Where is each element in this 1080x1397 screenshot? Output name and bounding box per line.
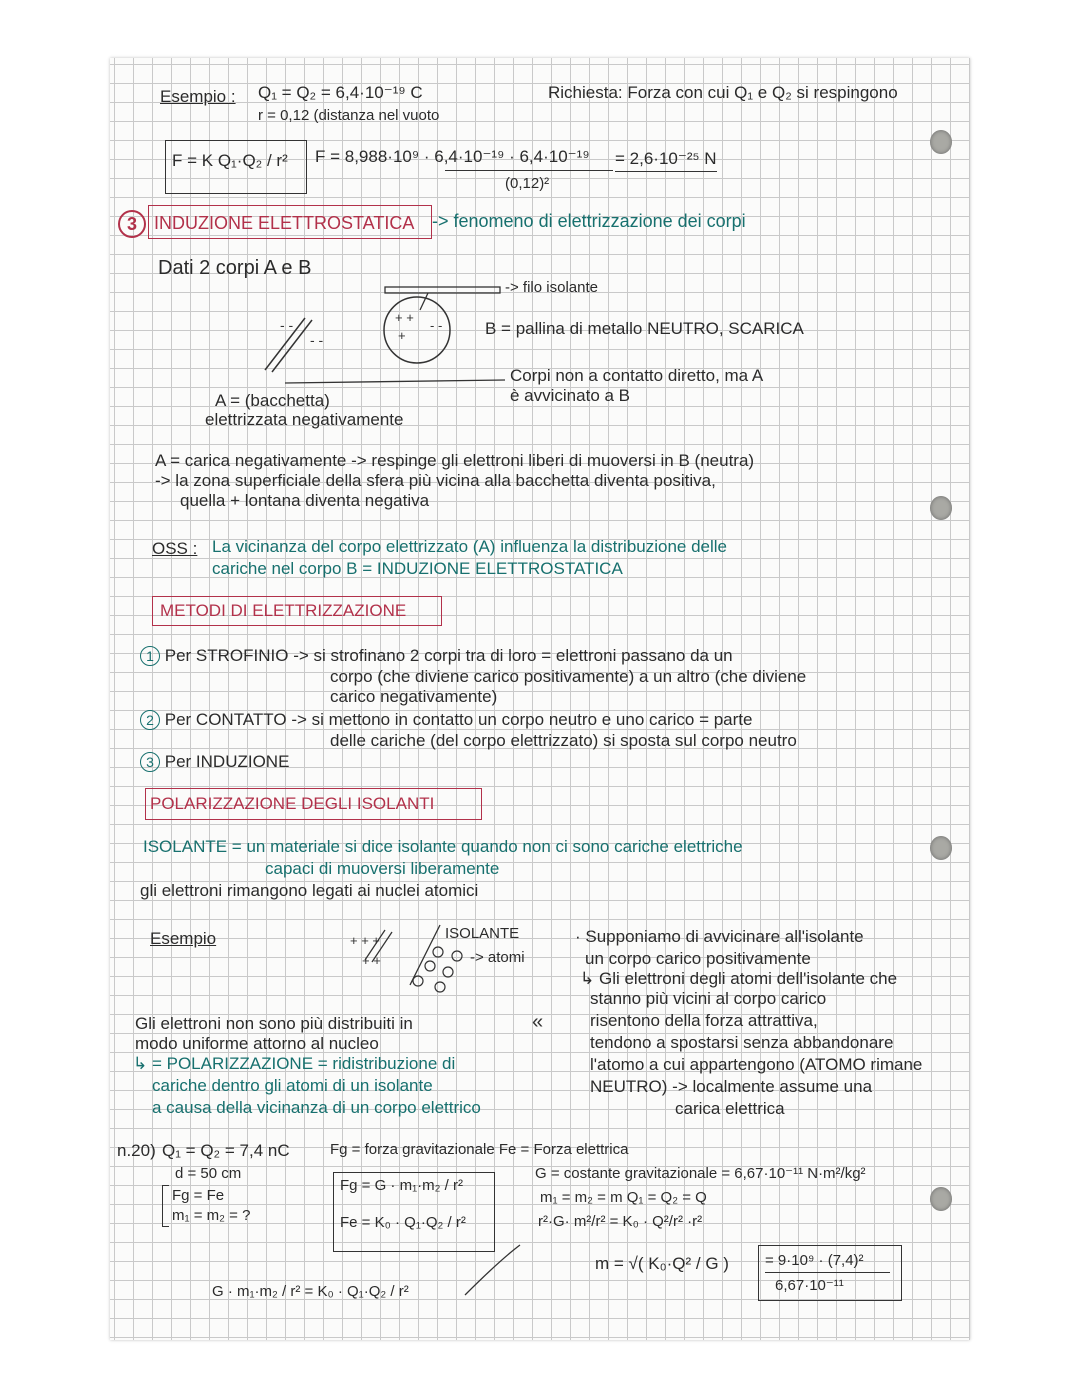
insulator-def-2: capaci di muoversi liberamente bbox=[265, 859, 500, 878]
oss-line-2: cariche nel corpo B = INDUZIONE ELETTROSTATICA bbox=[212, 559, 623, 578]
exercise-defs: Fg = forza gravitazionale Fe = Forza elettrica bbox=[330, 1141, 629, 1158]
explanation-line: carica elettrica bbox=[675, 1099, 785, 1118]
sqrt-formula: m = √( K₀·Q² / G ) bbox=[595, 1254, 729, 1273]
explanation-line: un corpo carico positivamente bbox=[585, 949, 811, 968]
insulator-def-1: ISOLANTE = un materiale si dice isolante quando non ci sono cariche elettriche bbox=[143, 837, 743, 856]
section-number-badge: 3 bbox=[118, 210, 146, 238]
calc-denominator: (0,12)² bbox=[505, 175, 550, 192]
method-contatto bbox=[140, 710, 752, 730]
left-line-4: cariche dentro gli atomi di un isolante bbox=[152, 1076, 433, 1095]
left-line-3: ↳ = POLARIZZAZIONE = ridistribuzione di bbox=[133, 1054, 456, 1073]
left-line-5: a causa della vicinanza di un corpo elettrico bbox=[152, 1098, 481, 1117]
fe-formula: Fe = K₀ · Q₁·Q₂ / r² bbox=[340, 1214, 466, 1231]
svg-text:«: « bbox=[532, 1011, 544, 1033]
b-label: B = pallina di metallo NEUTRO, SCARICA bbox=[485, 319, 804, 338]
method-name: Per STROFINIO bbox=[164, 646, 289, 665]
left-line-1: Gli elettroni non sono più distribuiti in bbox=[135, 1014, 413, 1033]
svg-text:+: + bbox=[398, 328, 406, 343]
explanation-3: quella + lontana diventa negativa bbox=[180, 491, 430, 510]
fraction-line bbox=[765, 1272, 890, 1273]
example-label-2: Esempio bbox=[150, 929, 217, 948]
bracket bbox=[162, 1185, 169, 1227]
method-number: 1 bbox=[140, 646, 160, 666]
explanation-1: A = carica negativamente -> respinge gli elettroni liberi di muoversi in B (neutra) bbox=[155, 451, 755, 470]
polarization-title: POLARIZZAZIONE DEGLI ISOLANTI bbox=[150, 794, 435, 813]
g-definition: G = costante gravitazionale = 6,67·10⁻¹¹ N·m²/kg² bbox=[535, 1165, 866, 1182]
explanation-2: -> la zona superficiale della sfera più vicina alla bacchetta diventa positiva, bbox=[155, 471, 716, 490]
a-label-1: A = (bacchetta) bbox=[215, 391, 330, 410]
method-induzione bbox=[140, 752, 289, 772]
method-name: Per INDUZIONE bbox=[164, 752, 290, 771]
method-name: Per CONTATTO bbox=[164, 710, 287, 729]
insulator-def-3: gli elettroni rimangono legati ai nuclei atomici bbox=[140, 881, 479, 900]
explanation-line: risentono della forza attrattiva, bbox=[590, 1011, 818, 1030]
condition-2: m₁ = m₂ = ? bbox=[172, 1207, 251, 1224]
svg-text:- -: - - bbox=[310, 332, 324, 348]
section-definition: -> fenomeno di elettrizzazione dei corpi bbox=[432, 211, 746, 231]
a-label-2: elettrizzata negativamente bbox=[205, 410, 404, 429]
oss-line-1: La vicinanza del corpo elettrizzato (A) influenza la distribuzione delle bbox=[212, 537, 728, 556]
method-number: 3 bbox=[140, 752, 160, 772]
exercise-distance: d = 50 cm bbox=[175, 1165, 242, 1182]
explanation-line: ↳ Gli elettroni degli atomi dell'isolante che bbox=[580, 969, 898, 988]
svg-text:- -: - - bbox=[280, 317, 294, 333]
explanation-line: stanno più vicini al corpo carico bbox=[590, 989, 827, 1008]
explanation-line: NEUTRO) -> localmente assume una bbox=[590, 1077, 873, 1096]
contact-note-2: è avvicinato a B bbox=[510, 386, 631, 405]
bottom-equation: G · m₁·m₂ / r² = K₀ · Q₁·Q₂ / r² bbox=[212, 1283, 409, 1300]
example-charges: Q₁ = Q₂ = 6,4·10⁻¹⁹ C bbox=[258, 83, 423, 102]
svg-text:+ +: + + bbox=[395, 310, 414, 325]
result-denominator: 6,67·10⁻¹¹ bbox=[775, 1277, 844, 1294]
svg-text:+ +: + + bbox=[362, 953, 381, 968]
fg-formula: Fg = G · m₁·m₂ / r² bbox=[340, 1177, 463, 1194]
explanation-line: l'atomo a cui appartengono (ATOMO rimane bbox=[590, 1055, 923, 1074]
contact-note-1: Corpi non a contatto diretto, ma A bbox=[510, 366, 764, 385]
atoms-label: -> atomi bbox=[470, 949, 525, 966]
example-label: Esempio : bbox=[160, 87, 236, 106]
svg-text:+ + +: + + + bbox=[350, 933, 380, 948]
method-desc: corpo (che diviene carico positivamente) a un altro (che diviene bbox=[330, 667, 807, 686]
result-numerator: = 9·10⁹ · (7,4)² bbox=[765, 1252, 864, 1269]
oss-label: OSS : bbox=[152, 539, 198, 558]
insulator-label: ISOLANTE bbox=[445, 925, 520, 942]
left-line-2: modo uniforme attorno al nucleo bbox=[135, 1034, 379, 1053]
calc-numerator: F = 8,988·10⁹ · 6,4·10⁻¹⁹ · 6,4·10⁻¹⁹ bbox=[315, 147, 590, 166]
equality-1: m₁ = m₂ = m Q₁ = Q₂ = Q bbox=[540, 1189, 707, 1206]
svg-text:- -: - - bbox=[430, 318, 443, 333]
exercise-charges: Q₁ = Q₂ = 7,4 nC bbox=[162, 1141, 290, 1160]
methods-title: METODI DI ELETTRIZZAZIONE bbox=[160, 601, 407, 620]
method-strofinio bbox=[140, 646, 733, 666]
method-desc: -> si strofinano 2 corpi tra di loro = elettroni passano da un bbox=[293, 646, 733, 665]
coulomb-formula: F = K Q₁·Q₂ / r² bbox=[172, 151, 288, 170]
explanation-line: tendono a spostarsi senza abbandonare bbox=[590, 1033, 894, 1052]
given-bodies: Dati 2 corpi A e B bbox=[158, 257, 312, 279]
method-number: 2 bbox=[140, 710, 160, 730]
equality-2: r²·G· m²/r² = K₀ · Q²/r² ·r² bbox=[538, 1213, 703, 1230]
condition-1: Fg = Fe bbox=[172, 1187, 225, 1204]
example-distance: r = 0,12 (distanza nel vuoto bbox=[258, 107, 440, 124]
explanation-line: · Supponiamo di avvicinare all'isolante bbox=[575, 927, 864, 946]
method-desc: -> si mettono in contatto un corpo neutro e uno carico = parte bbox=[291, 710, 753, 729]
method-desc: carico negativamente) bbox=[330, 687, 498, 706]
calc-result: = 2,6·10⁻²⁵ N bbox=[615, 150, 717, 172]
exercise-number: n.20) bbox=[117, 1141, 156, 1160]
method-desc: delle cariche (del corpo elettrizzato) si sposta sul corpo neutro bbox=[330, 731, 797, 750]
section-title: INDUZIONE ELETTROSTATICA bbox=[154, 213, 415, 233]
wire-label: -> filo isolante bbox=[505, 279, 598, 296]
example-request: Richiesta: Forza con cui Q₁ e Q₂ si respingono bbox=[548, 83, 898, 102]
